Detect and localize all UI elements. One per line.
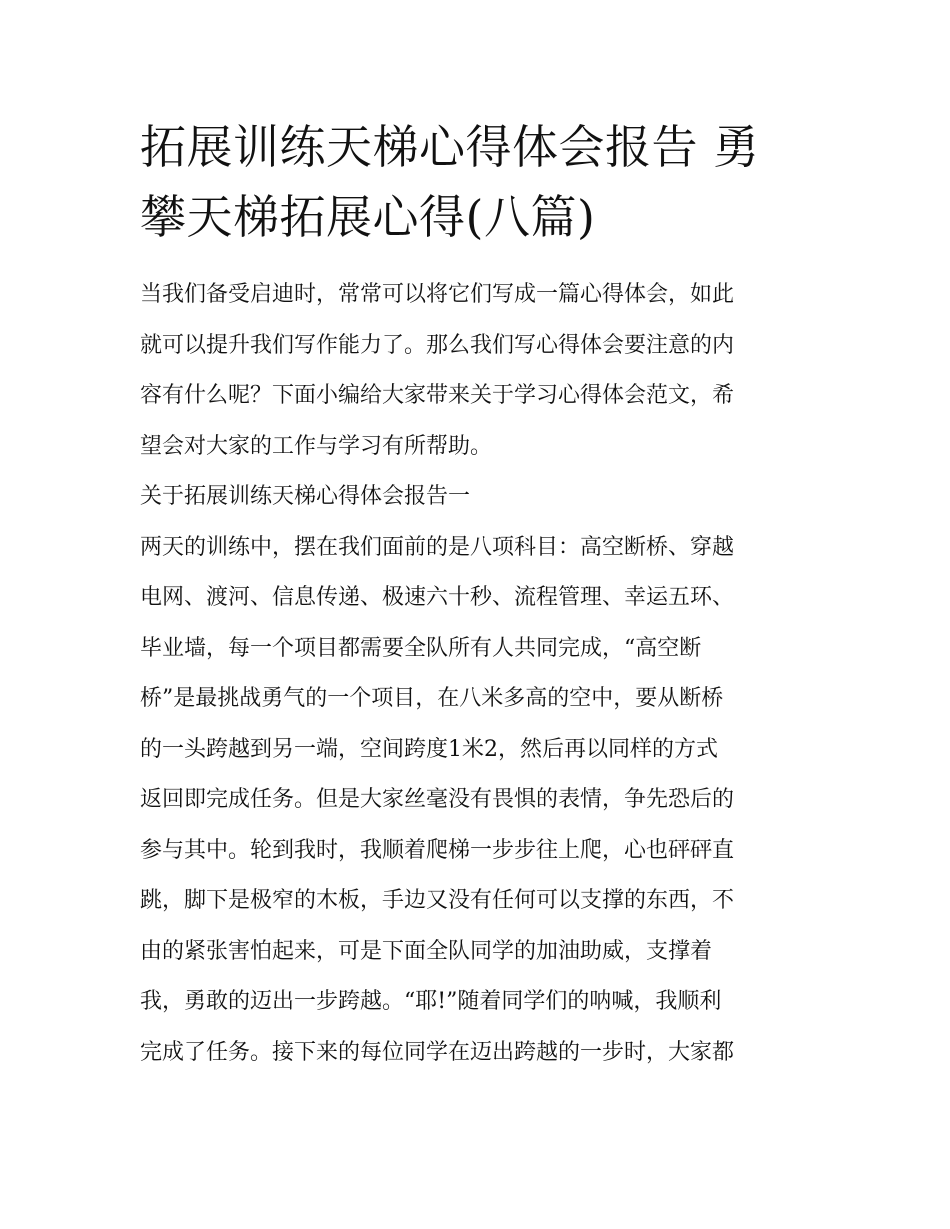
intro-paragraph	[140, 270, 812, 472]
document-body	[140, 270, 812, 1078]
paragraph-line-4: 桥”是最挑战勇气的一个项目，在八米多高的空中，要从断桥	[140, 686, 724, 711]
intro-line-2: 就可以提升我们写作能力了。那么我们写心得体会要注意的内	[140, 332, 735, 358]
section-heading: 关于拓展训练天梯心得体会报告一	[140, 484, 471, 509]
title-line-1: 拓展训练天梯心得体会报告 勇	[140, 120, 760, 174]
paragraph-line-8: 跳，脚下是极窄的木板，手边又没有任何可以支撑的东西，不	[140, 888, 735, 913]
paragraph-line-5: 的一头跨越到另一端，空间跨度1米2，然后再以同样的方式	[140, 736, 718, 762]
paragraph-line-9: 由的紧张害怕起来，可是下面全队同学的加油助威，支撑着	[140, 938, 713, 964]
paragraph-line-2: 电网、渡河、信息传递、极速六十秒、流程管理、幸运五环、	[140, 585, 735, 610]
title-line-2: 攀天梯拓展心得(八篇)	[140, 190, 596, 244]
paragraph-line-1: 两天的训练中，摆在我们面前的是八项科目：高空断桥、穿越	[140, 534, 735, 560]
paragraph-line-7: 参与其中。轮到我时，我顺着爬梯一步步往上爬，心也砰砰直	[140, 837, 735, 863]
paragraph-line-6: 返回即完成任务。但是大家丝毫没有畏惧的表情，争先恐后的	[140, 787, 735, 812]
intro-line-4: 望会对大家的工作与学习有所帮助。	[140, 433, 493, 459]
paragraph-line-10: 我，勇敢的迈出一步跨越。“耶!”随着同学们的呐喊，我顺利	[140, 989, 722, 1014]
document-title	[140, 112, 812, 252]
intro-line-3: 容有什么呢？下面小编给大家带来关于学习心得体会范文，希	[140, 383, 735, 408]
body-paragraph	[140, 523, 812, 1079]
document-page	[140, 112, 812, 1078]
intro-line-1: 当我们备受启迪时，常常可以将它们写成一篇心得体会，如此	[140, 282, 735, 307]
paragraph-line-11: 完成了任务。接下来的每位同学在迈出跨越的一步时，大家都	[140, 1039, 735, 1065]
paragraph-line-3: 毕业墙，每一个项目都需要全队所有人共同完成，“高空断	[140, 635, 702, 661]
